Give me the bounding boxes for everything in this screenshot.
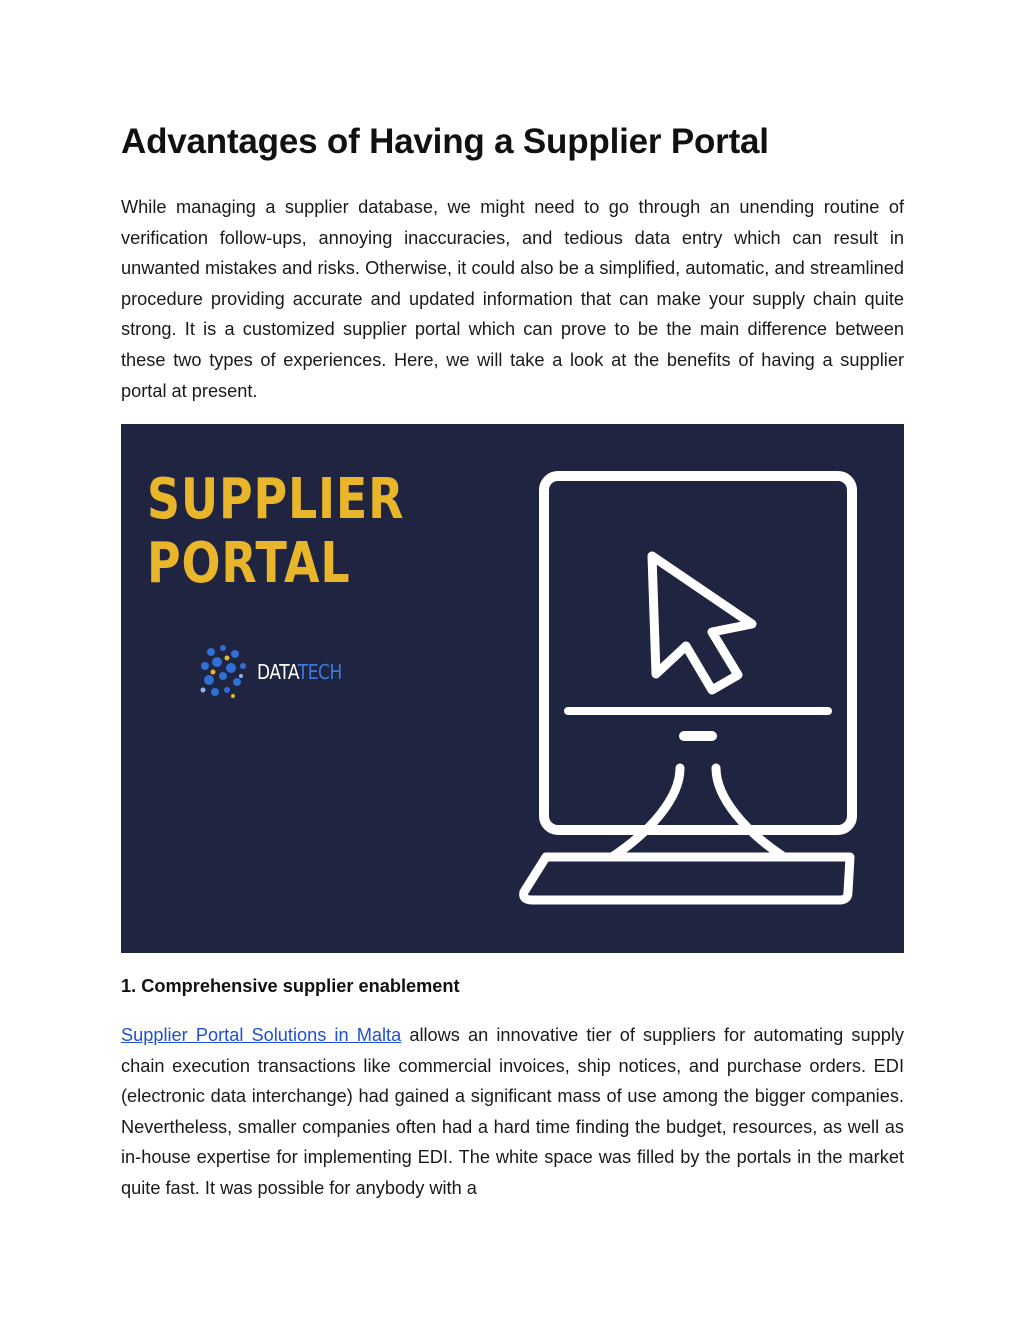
section-heading: 1. Comprehensive supplier enablement (121, 976, 460, 996)
supplier-portal-link[interactable]: Supplier Portal Solutions in Malta (121, 1025, 402, 1045)
intro-paragraph: While managing a supplier database, we might need to go through an unending routine of verification follow-ups, annoying inaccuracies, and tedious data entry which can result in unwanted mistakes and risks. Otherwise, it could also be a simplified, automatic, and streamlined procedure providing accurate and updated information that can make your supply chain quite strong. It is a customized supplier portal which can prove to be the main difference between these two types of experiences. Here, we will take a look at the benefits of having a supplier portal at present. (121, 197, 904, 401)
brand-tech-text: TECH (297, 660, 342, 684)
section-paragraph (121, 1020, 904, 1204)
page-title: Advantages of Having a Supplier Portal (121, 122, 769, 161)
hero-title-line2: PORTAL (147, 531, 351, 596)
brand-text (257, 660, 342, 684)
datatech-logo-icon (197, 642, 253, 702)
supplier-portal-image (121, 424, 904, 953)
section-paragraph-text: allows an innovative tier of suppliers for automating supply chain execution transactions like commercial invoices, ship notices, and purchase orders. EDI (electronic data interchange) had gained a significant mass of use among the bigger companies. Nevertheless, smaller companies often had a hard time finding the budget, resources, as well as in-house expertise for implementing EDI. The white space was filled by the portals in the market quite fast. It was possible for anybody with a (121, 1025, 905, 1198)
hero-title-line1: SUPPLIER (147, 467, 405, 532)
brand-data-text: DATA (257, 660, 298, 684)
mouse-cursor-icon (652, 556, 752, 690)
hero-title (147, 468, 404, 596)
computer-monitor-icon (516, 464, 876, 934)
datatech-logo (197, 642, 357, 702)
